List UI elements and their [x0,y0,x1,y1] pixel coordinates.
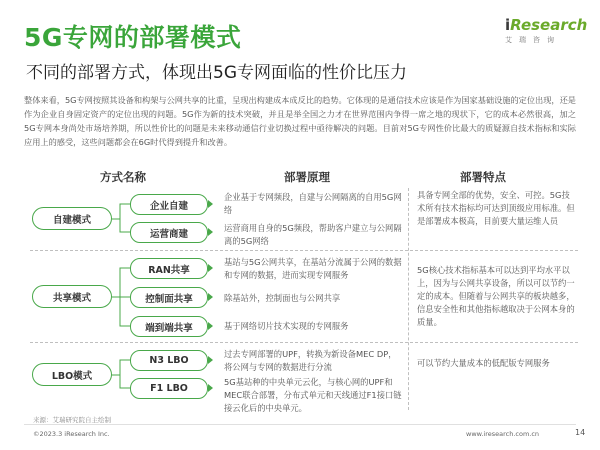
brand-name: iResearch [505,16,588,34]
submode-ran-shared: RAN共享 [130,258,208,279]
submode-n3-lbo: N3 LBO [130,350,208,371]
page-subtitle: 不同的部署方式，体现出5G专网面临的性价比压力 [26,63,407,83]
column-header-method: 方式名称 [100,170,146,184]
source-note: 来源：艾瑞研究院自主绘制 [33,416,111,424]
principle-operator-built: 运营商用自身的5G频段，帮助客户建立与公网隔离的5G网络 [224,223,402,246]
mode-self-built: 自建模式 [32,207,112,230]
brand-subtitle: 艾瑞咨询 [505,36,561,44]
column-header-principle: 部署原理 [284,170,330,184]
principle-f1-lbo: 5G基站种的中央单元云化，与核心网的UPF和MEC联合部署，分布式单元和天线通过F1接口链接云化后的中央单元。 [224,377,402,413]
intro-paragraph: 整体来看，5G专网按照其设备和构架与公网共享的比重，呈现出构建成本成反比的趋势。它体现的是通信技术应该是作为国家基础设施的定位出现，还是作为企业自身固定资产的定位出现的问题。5G作为新的技术突破，并且是举全国之力才在世界范围内争得一席之地的现状下，它的成本必然很高，加之5G专网本身尚处市场培养期，所以性价比的问题是未来移动通信行业切换过程中亟待解决的问题。目前对5G专网性价比最大的质疑源自技术指标和实际应用上的感受，这些问题都会在6G时代得到提升和改善。 [24,95,576,147]
mode-shared: 共享模式 [32,285,112,308]
website-url: www.iresearch.com.cn [466,430,540,438]
page-number: 14 [575,428,586,437]
feature-shared: 5G核心技术指标基本可以达到平均水平以上，因为与公网共享设备，所以可以节约一定的成本。但随着与公网共享的板块越多，信息安全性和其他指标越取决于公网本身的质量。 [417,265,575,327]
submode-f1-lbo: F1 LBO [130,378,208,399]
principle-end-to-end-shared: 基于网络切片技术实现的专网服务 [224,321,349,331]
mode-lbo: LBO模式 [32,363,112,386]
submode-end-to-end-shared: 端到端共享 [130,316,208,337]
principle-control-plane-shared: 除基站外，控制面也与公网共享 [224,293,341,303]
principle-enterprise-built: 企业基于专网频段，自建与公网隔离的自用5G网络 [224,192,402,215]
feature-self-built: 具备专网全部的优势，安全、可控。5G技术所有技术指标均可达到顶级应用标准。但是部署成本极高，目前要大量运维人员 [417,190,575,226]
column-divider [408,188,409,410]
row-divider [30,250,578,251]
row-divider [30,342,578,343]
submode-operator-built: 运营商建 [130,222,208,243]
copyright: ©2023.3 iResearch Inc. [33,430,110,438]
footer-divider [24,424,576,425]
principle-n3-lbo: 过去专网部署的UPF，转换为新设备MEC DP，将公网与专网的数据进行分流 [224,349,397,372]
principle-ran-shared: 基站与5G公网共享，在基站分流属于公网的数据和专网的数据，进而实现专网服务 [224,257,402,280]
submode-control-plane-shared: 控制面共享 [130,287,208,308]
submode-enterprise-built: 企业自建 [130,194,208,215]
feature-lbo: 可以节约大量成本的低配版专网服务 [417,358,550,368]
column-header-feature: 部署特点 [460,170,506,184]
page-title: 5G专网的部署模式 [24,23,242,52]
